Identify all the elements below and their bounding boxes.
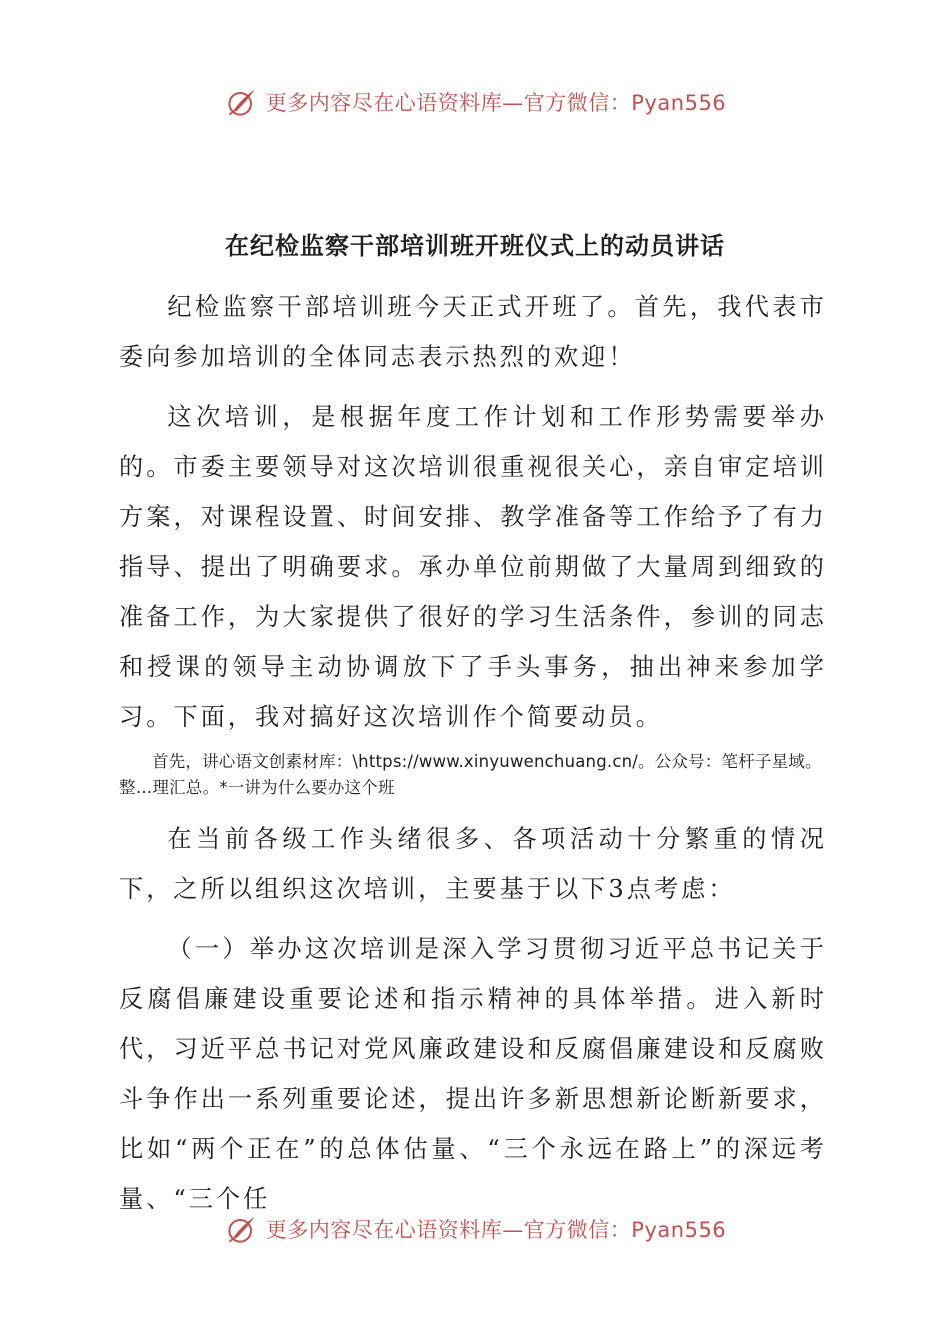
paragraph: 这次培训，是根据年度工作计划和工作形势需要举办的。市委主要领导对这次培训很重视很关心，亲自审定培训方案，对课程设置、时间安排、教学准备等工作给予了有力指导、提出了明确要求。承办单位前期做了大量周到细致的准备工作，为大家提供了很好的学习生活条件，参训的同志和授课的领导主动协调放下了手头事务，抽出神来参加学习。下面，我对搞好这次培训作个简要动员。 [119, 403, 827, 731]
paragraph: 纪检监察干部培训班今天正式开班了。首先，我代表市委向参加培训的全体同志表示热烈的欢迎！ [119, 293, 827, 371]
paragraph-block-3 [119, 814, 827, 914]
paragraph-block-2 [119, 392, 827, 742]
quill-pen-logo-icon [224, 84, 260, 120]
banner-text: 更多内容尽在心语资料库—官方微信：Pyan556 [265, 91, 727, 115]
document-title: 在纪检监察干部培训班开班仪式上的动员讲话 [225, 231, 725, 260]
source-note: 首先，讲心语文创素材库：\https://www.xinyuwenchuang.cn/。公众号：笔杆子星域。整…理汇总。*一讲为什么要办这个班 [119, 752, 822, 797]
paragraph-block-1 [119, 282, 827, 382]
banner-text: 更多内容尽在心语资料库—官方微信：Pyan556 [265, 1218, 727, 1242]
header-banner [0, 82, 950, 122]
quill-pen-logo-icon [224, 1211, 260, 1247]
paragraph-block-4 [119, 924, 827, 1224]
paragraph: 在当前各级工作头绪很多、各项活动十分繁重的情况下，之所以组织这次培训，主要基于以下3点考虑： [119, 825, 827, 903]
source-note-block [119, 749, 827, 801]
paragraph: （一）举办这次培训是深入学习贯彻习近平总书记关于反腐倡廉建设重要论述和指示精神的具体举措。进入新时代，习近平总书记对党风廉政建设和反腐倡廉建设和反腐败斗争作出一系列重要论述，提出许多新思想新论断新要求，比如“两个正在”的总体估量、“三个永远在路上”的深远考量、“三个任 [119, 935, 827, 1213]
footer-banner [0, 1209, 950, 1249]
